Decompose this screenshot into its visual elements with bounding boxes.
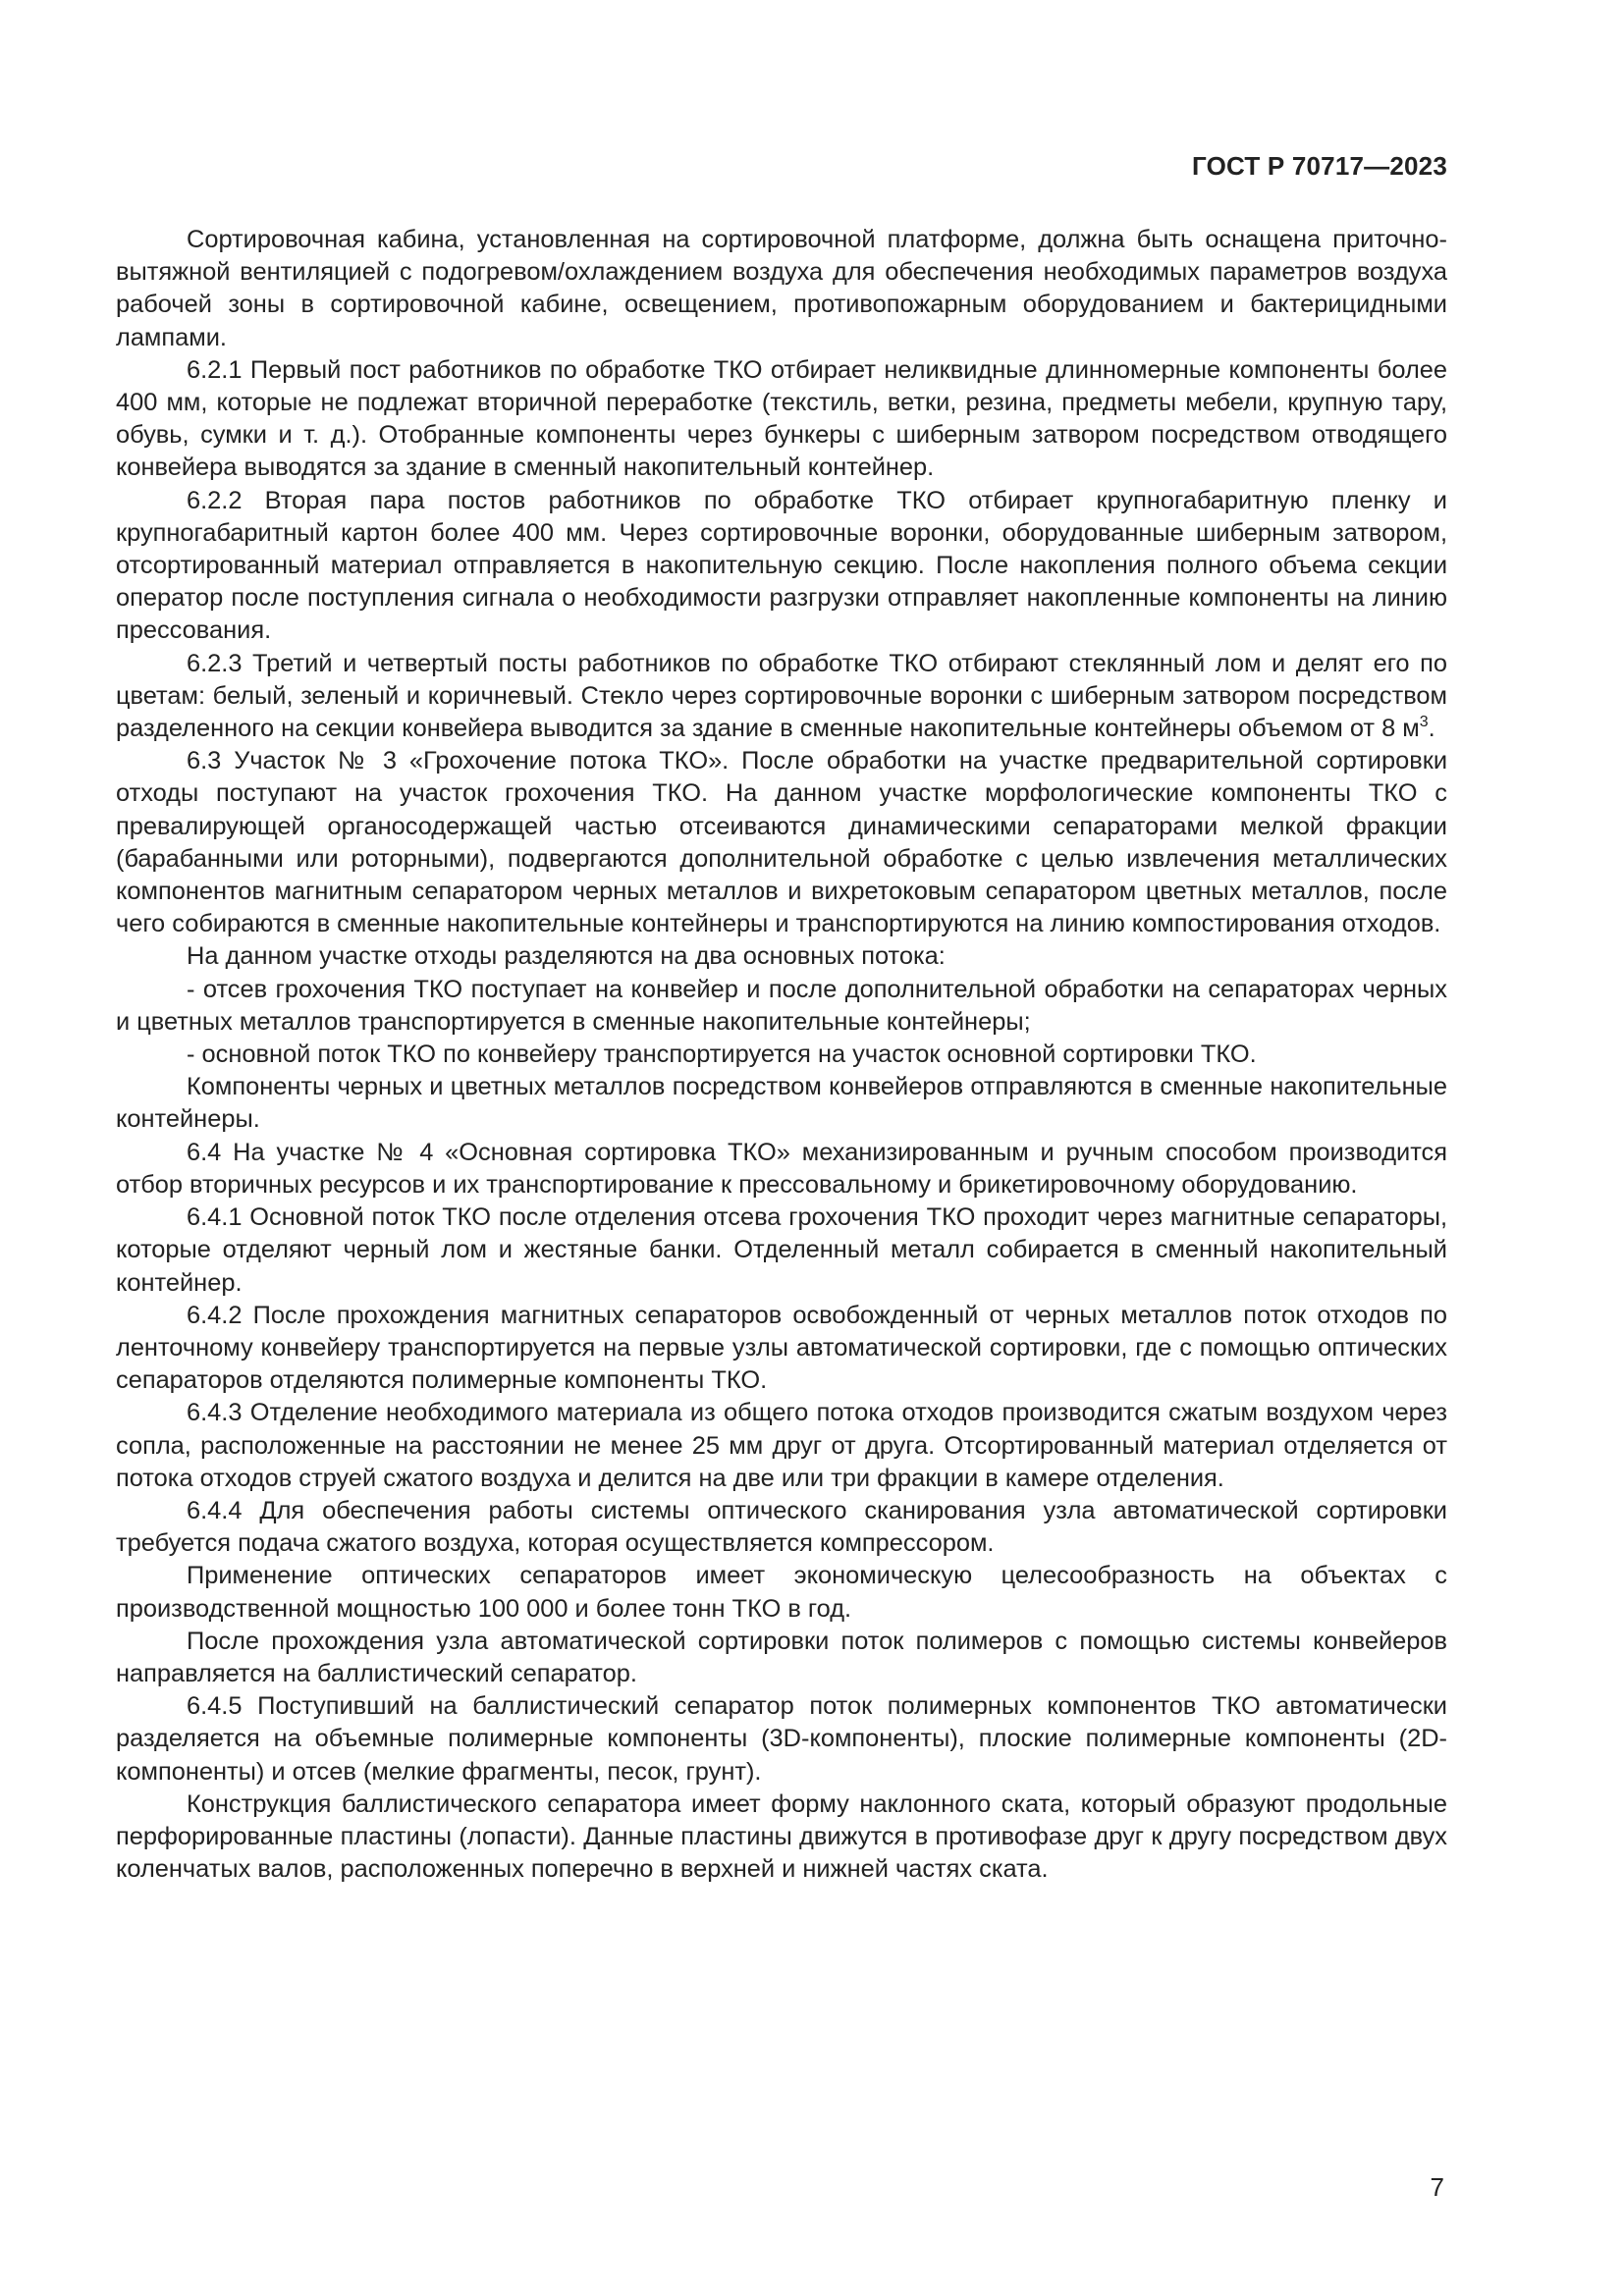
- paragraph-6-4-2: 6.4.2 После прохождения магнитных сепараторов освобожденный от черных металлов поток отходов по ленточному конвейеру транспортируется на первые узлы автоматической сортировки, где с помощью оптических сепараторов отделяются полимерные компоненты ТКО.: [116, 1301, 1447, 1395]
- cubic-exponent: 3: [1419, 714, 1429, 731]
- document-code-header: ГОСТ Р 70717—2023: [1192, 151, 1447, 181]
- paragraph-6-2-3-text: 6.2.3 Третий и четвертый посты работников по обработке ТКО отбирают стеклянный лом и делят его по цветам: белый, зеленый и коричневый. Стекло через сортировочные воронки с шиберным затвором посредством разделенного на секции конвейера выводится за здание в сменные накопительные контейнеры объемом от 8 м: [116, 649, 1447, 743]
- paragraph-6-2-3-end: .: [1428, 715, 1435, 743]
- page-number: 7: [1430, 2172, 1444, 2202]
- paragraph-metal-components: Компоненты черных и цветных металлов посредством конвейеров отправляются в сменные накопительные контейнеры.: [116, 1073, 1447, 1134]
- paragraph-ballistic-design: Конструкция баллистического сепаратора имеет форму наклонного ската, который образуют продольные перфорированные пластины (лопасти). Данные пластины движутся в противофазе друг к другу посредством двух коленчатых валов, расположенных поперечно в верхней и нижней частях ската.: [116, 1789, 1447, 1884]
- paragraph-6-4: 6.4 На участке № 4 «Основная сортировка ТКО» механизированным и ручным способом производится отбор вторичных ресурсов и их транспортирование к прессовальному и брикетировочному оборудованию.: [116, 1138, 1447, 1199]
- paragraph-sorting-cabin: Сортировочная кабина, установленная на сортировочной платформе, должна быть оснащена приточно-вытяжной вентиляцией с подогревом/охлаждением воздуха для обеспечения необходимых параметров воздуха рабочей зоны в сортировочной кабине, освещением, противопожарным оборудованием и бактерицидными лампами.: [116, 226, 1447, 351]
- paragraph-6-2-2: 6.2.2 Вторая пара постов работников по обработке ТКО отбирает крупногабаритную пленку и крупногабаритный картон более 400 мм. Через сортировочные воронки, оборудованные шиберным затвором, отсортированный материал отправляется в накопительную секцию. После накопления полного объема секции оператор после поступления сигнала о необходимости разгрузки отправляет накопленные компоненты на линию прессования.: [116, 486, 1447, 645]
- paragraph-6-4-4: 6.4.4 Для обеспечения работы системы оптического сканирования узла автоматической сортировки требуется подача сжатого воздуха, которая осуществляется компрессором.: [116, 1496, 1447, 1558]
- document-body: [116, 224, 1447, 1886]
- paragraph-6-4-3: 6.4.3 Отделение необходимого материала из общего потока отходов производится сжатым воздухом через сопла, расположенные на расстоянии не менее 25 мм друг от друга. Отсортированный материал отделяется от потока отходов струей сжатого воздуха и делится на две или три фракции в камере отделения.: [116, 1399, 1447, 1492]
- paragraph-two-flows: На данном участке отходы разделяются на два основных потока:: [187, 942, 946, 971]
- paragraph-6-2-1: 6.2.1 Первый пост работников по обработке ТКО отбирает неликвидные длинномерные компоненты более 400 мм, которые не подлежат вторичной переработке (текстиль, ветки, резина, предметы мебели, крупную тару, обувь, сумки и т. д.). Отобранные компоненты через бункеры с шиберным затвором посредством отводящего конвейера выводятся за здание в сменный накопительный контейнер.: [116, 355, 1447, 482]
- paragraph-optical-separators: Применение оптических сепараторов имеет экономическую целесообразность на объектах с производственной мощностью 100 000 и более тонн ТКО в год.: [116, 1562, 1447, 1623]
- paragraph-6-3: 6.3 Участок № 3 «Грохочение потока ТКО». После обработки на участке предварительной сортировки отходы поступают на участок грохочения ТКО. На данном участке морфологические компоненты ТКО с превалирующей органосодержащей частью отсеиваются динамическими сепараторами мелкой фракции (барабанными или роторными), подвергаются дополнительной обработке с целью извлечения металлических компонентов магнитным сепаратором черных металлов и вихретоковым сепаратором цветных металлов, после чего собираются в сменные накопительные контейнеры и транспортируются на линию компостирования отходов.: [116, 747, 1447, 938]
- paragraph-ballistic-feed: После прохождения узла автоматической сортировки поток полимеров с помощью системы конвейеров направляется на баллистический сепаратор.: [116, 1627, 1447, 1687]
- paragraph-6-4-5: 6.4.5 Поступивший на баллистический сепаратор поток полимерных компонентов ТКО автоматически разделяется на объемные полимерные компоненты (3D-компоненты), плоские полимерные компоненты (2D-компоненты) и отсев (мелкие фрагменты, песок, грунт).: [116, 1692, 1447, 1786]
- list-item-screening-flow: - отсев грохочения ТКО поступает на конвейер и после дополнительной обработки на сепараторах черных и цветных металлов транспортируется в сменные накопительные контейнеры;: [116, 975, 1447, 1036]
- list-item-main-flow: - основной поток ТКО по конвейеру транспортируется на участок основной сортировки ТКО.: [187, 1041, 1257, 1069]
- paragraph-6-2-3: [116, 648, 1447, 746]
- paragraph-6-4-1: 6.4.1 Основной поток ТКО после отделения отсева грохочения ТКО проходит через магнитные сепараторы, которые отделяют черный лом и жестяные банки. Отделенный металл собирается в сменный накопительный контейнер.: [116, 1203, 1447, 1297]
